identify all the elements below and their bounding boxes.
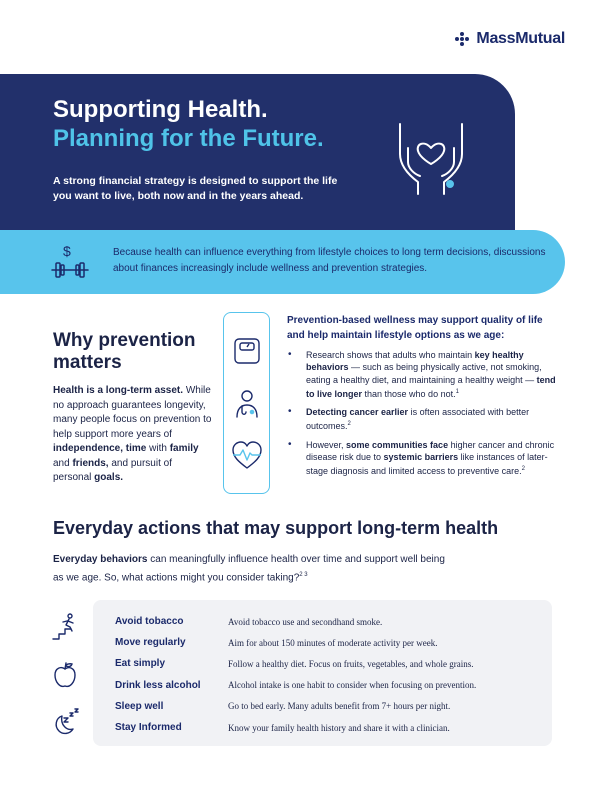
action-description: Know your family health history and share it with a clinician.: [228, 722, 450, 733]
action-description: Go to bed early. Many adults benefit from 7+ hours per night.: [228, 701, 451, 712]
table-row: [115, 675, 545, 696]
action-description: Avoid tobacco use and secondhand smoke.: [228, 616, 383, 627]
action-description: Follow a healthy diet. Focus on fruits, vegetables, and whole grains.: [228, 658, 474, 669]
scale-icon: [229, 333, 265, 369]
brand-mark-icon: [455, 32, 471, 46]
doctor-icon: [229, 385, 265, 421]
hands-heart-icon: [388, 118, 474, 198]
sleep-moon-icon: [50, 708, 82, 738]
table-row: [115, 611, 545, 632]
prevention-list: [287, 349, 557, 484]
heart-pulse-icon: [229, 437, 265, 473]
hero-subtitle: A strong financial strategy is designed to support the life you want to live, both now and in the years ahead.: [53, 175, 338, 202]
brand-name: MassMutual: [476, 30, 565, 47]
action-name: Move regularly: [115, 637, 186, 649]
action-description: Aim for about 150 minutes of moderate activity per week.: [228, 637, 438, 648]
table-row: [115, 717, 545, 738]
table-row: [115, 696, 545, 717]
action-name: Drink less alcohol: [115, 679, 201, 691]
action-name: Avoid tobacco: [115, 616, 184, 627]
list-item: • Research shows that adults who maintain key healthy behaviors — such as being physically active, not smoking, eating a healthy diet, and maintaining a healthy weight — tend to live longer than those who do not.$^1$: [287, 349, 557, 400]
list-item: • However, some communities face higher cancer and chronic disease risk due to systemic barriers like instances of later-stage diagnosis and limited access to preventive care.$^2$: [287, 439, 557, 478]
prevention-heading: Prevention-based wellness may support quality of life and help maintain lifestyle options as we age:: [287, 315, 543, 341]
everyday-intro: Everyday behaviors can meaningfully influence health over time and support well being as we age. So, what actions might you consider taking?$^{2 3}$: [53, 554, 445, 583]
hero-title-line2: Planning for the Future.: [53, 125, 324, 152]
dollar-dumbbell-icon: [50, 242, 90, 282]
everyday-title: Everyday actions that may support long-term health: [53, 518, 499, 538]
action-description: Alcohol intake is one habit to consider when focusing on prevention.: [228, 680, 477, 691]
banner-text: Because health can influence everything from lifestyle choices to long term decisions, discussions about finances increasingly include wellness and prevention strategies.: [113, 247, 546, 274]
stairs-runner-icon: [50, 612, 80, 642]
why-prevention-title: Why prevention matters: [53, 330, 196, 373]
hero-title-line1: Supporting Health.: [53, 96, 268, 123]
action-name: Sleep well: [115, 700, 164, 712]
icon-card: [223, 312, 270, 494]
action-name: Stay Informed: [115, 722, 182, 733]
action-name: Eat simply: [115, 658, 166, 670]
table-row: [115, 632, 545, 653]
svg-text:$: $: [63, 243, 71, 259]
table-row: [115, 653, 545, 674]
apple-icon: [50, 660, 80, 690]
list-item: • Detecting cancer earlier is often associated with better outcomes.$^2$: [287, 406, 557, 433]
why-prevention-body: Health is a long-term asset. While no approach guarantees longevity, many people focus on prevention to help support more years of independence, time with family and friends, and pursuit of personal goals.: [53, 385, 212, 483]
brand-logo: [455, 30, 565, 48]
